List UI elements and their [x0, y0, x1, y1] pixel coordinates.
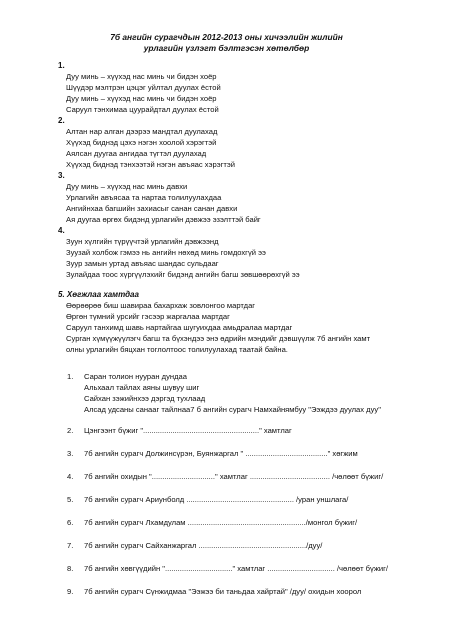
verse-line: Алтан нар алган дээрээ мандтал дуулахад	[66, 127, 218, 136]
verse-line: Зуур замын уртад авъяас шандас сульдааг	[66, 259, 219, 268]
program-item-line: Сайхан зэжийнхээ дэргэд тухлаад	[84, 394, 206, 403]
verse-line: Зулайдаа тоос хүргүүлэхийг бидэнд ангийн багш зөвшөөрөхгүй ээ	[66, 270, 300, 279]
verse-line: Ая дуугаа өргөх бидэнд урлагийн дэвжээ эзэлттэй байг	[66, 215, 261, 224]
program-item-line: Альхаал тайлах аяны шувуу шиг	[84, 383, 200, 392]
verse-line: Саруул тэнхимаа цуурайдтал дуулах ёстой	[66, 105, 219, 114]
verse-line: Зуун хүлгийн түрүүчтэй урлагийн дэвжээнд	[66, 237, 219, 246]
document-title-line-2: урлагийн үзлэгт бэлтгэсэн хөтөлбөр	[143, 43, 310, 53]
program-item-line: Цэнгээнт бүжиг "......................................................." хамтлаг	[84, 426, 292, 435]
program-item-number: 9.	[67, 587, 74, 596]
program-item-number: 3.	[67, 449, 74, 458]
program-item-line: Саран толион нууран дундаа	[84, 372, 187, 381]
section-5-line: Сурган хүмүүжүүлэгч багш та бүхэндээ энэ өдрийн мэндийг дэвшүүлж 7б ангийн хамт	[66, 334, 371, 343]
program-item-line: 7б ангийн охидын ".............................." хамтлаг ...................................... /чөлөөт бүжиг/	[84, 472, 384, 481]
section-5-line: Өргөн түмний урсийг гэсээр жаргалаа мартдаг	[66, 312, 230, 321]
program-item-number: 1.	[67, 372, 74, 381]
document-title-line-1: 7б ангийн сурагчдын 2012-2013 оны хичээлийн жилийн	[110, 32, 343, 42]
section-5-line: олны урлагийн бяцхан тоглолтоос толилуулахад таатай байна.	[66, 345, 288, 354]
verse-number: 4.	[58, 226, 65, 235]
program-item-line: 7б ангийн сурагч Ариунболд ................................................... /уран уншлага/	[84, 495, 349, 504]
program-item-line: 7б ангийн сурагч Сүнжидмаа "Ээжээ би таньдаа хайртай" /дуу/ охидын хоорол	[84, 587, 362, 596]
verse-line: Хүүхэд биднэд цэхэ нэгэн хоолой хэрэгтэй	[66, 138, 217, 147]
verse-line: Дуу минь – хүүхэд нас минь чи бидэн хоёр	[66, 94, 217, 103]
program-item-number: 8.	[67, 564, 74, 573]
verse-line: Аялсан дуугаа ангидаа түгтэл дуулахад	[66, 149, 207, 158]
program-item-line: Алсад удсаны санааг тайлнаа7 б ангийн сурагч Намхайнямбуу "Ээждээ дуулах дуу"	[84, 405, 381, 414]
program-item-number: 4.	[67, 472, 74, 481]
section-5-line: Өөрөөрөө биш шавираа бахархаж зовлонгоо мартдаг	[66, 301, 256, 310]
verse-line: Зуузай холбож гэмээ нь ангийн нөхөд минь гомдохгүй ээ	[66, 248, 266, 257]
verse-number: 1.	[58, 61, 65, 70]
verse-line: Шүүдэр мэлтрэн цэцэг уйлтал дуулах ёстой	[66, 83, 221, 92]
verse-line: Дуу минь – хүүхэд нас минь чи бидэн хоёр	[66, 72, 217, 81]
verse-line: Урлагийн авъясаа та нартаа толилуулахдаа	[66, 193, 222, 202]
section-5-heading: 5. Хөгжлаа хамтдаа	[58, 290, 139, 299]
verse-line: Ангийнхаа багшийн захиасыг санан санан давхи	[66, 204, 238, 213]
program-item-number: 2.	[67, 426, 74, 435]
program-item-number: 6.	[67, 518, 74, 527]
verse-line: Дуу минь – хүүхэд нас минь давхи	[66, 182, 188, 191]
verse-line: Хүүхэд биднэд тэнхээтэй нэгэн авъяас хэрэгтэй	[66, 160, 235, 169]
program-item-number: 7.	[67, 541, 74, 550]
program-item-line: 7б ангийн хөвгүүдийн "................................" хамтлаг ................................ /чөлөөт бүжиг/	[84, 564, 389, 573]
verse-number: 3.	[58, 171, 65, 180]
program-item-number: 5.	[67, 495, 74, 504]
program-item-line: 7б ангийн сурагч Сайханжаргал .................................................../дуу/	[84, 541, 323, 550]
section-5-line: Саруул танхимд шавь нартайгаа шугуихдаа амьдралаа мартдаг	[66, 323, 293, 332]
verse-number: 2.	[58, 116, 65, 125]
program-item-line: 7б ангийн сурагч Должинсүрэн, Буянжаргал " ......................................." хөгжим	[84, 449, 358, 458]
program-item-line: 7б ангийн сурагч Лхамдулам ......................................................../монгол бүжиг/	[84, 518, 358, 527]
